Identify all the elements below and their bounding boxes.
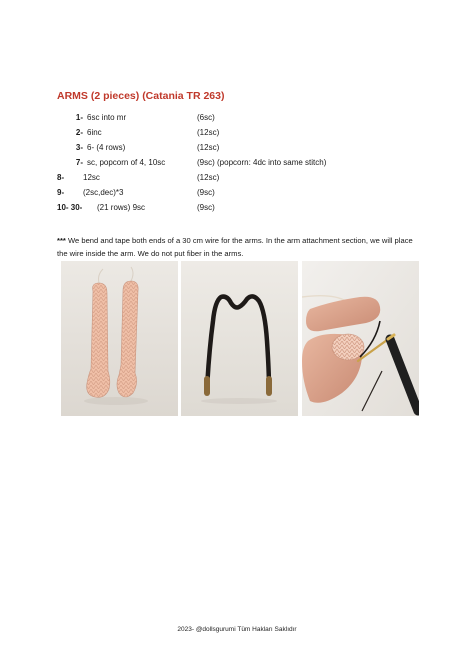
step-count: (12sc): [197, 128, 220, 137]
note-stars: ***: [57, 236, 66, 245]
step-instruction: 12sc: [83, 173, 100, 182]
wire-note: [57, 234, 417, 260]
step-instruction: 6- (4 rows): [87, 143, 126, 152]
step-number: 10- 30-: [57, 203, 83, 212]
step-row: [57, 170, 417, 185]
step-row: [57, 200, 417, 215]
photo-bent-wire: [181, 261, 298, 416]
step-count: (9sc): [197, 203, 215, 212]
photo-strip: [61, 261, 419, 416]
step-row: [57, 155, 417, 170]
step-number: 1-: [75, 113, 83, 122]
step-number: 2-: [75, 128, 83, 137]
note-text: We bend and tape both ends of a 30 cm wire for the arms. In the arm attachment section, we will place the wire inside the arm. We do not put fiber in the arms.: [57, 236, 413, 258]
step-instruction: 6sc into mr: [87, 113, 127, 122]
photo-crocheted-arms: [61, 261, 178, 416]
step-number: 8-: [57, 173, 65, 182]
step-instruction: (2sc,dec)*3: [83, 188, 124, 197]
step-count: (12sc): [197, 143, 220, 152]
step-row: [57, 110, 417, 125]
step-count: (12sc): [197, 173, 220, 182]
step-number: 3-: [75, 143, 83, 152]
step-instruction: 6inc: [87, 128, 102, 137]
step-number: 7-: [75, 158, 83, 167]
step-instruction: (21 rows) 9sc: [97, 203, 146, 212]
step-row: [57, 125, 417, 140]
step-count: (6sc): [197, 113, 215, 122]
pattern-steps: [57, 110, 417, 215]
step-row: [57, 185, 417, 200]
step-count: (9sc): [197, 188, 215, 197]
step-row: [57, 140, 417, 155]
step-number: 9-: [57, 188, 65, 197]
page-footer: 2023- @dollsgurumi Tüm Hakları Saklıdır: [177, 626, 297, 633]
photo-hand-crochet-hook: [302, 261, 419, 416]
section-heading: ARMS (2 pieces) (Catania TR 263): [57, 90, 225, 102]
step-instruction: sc, popcorn of 4, 10sc: [87, 158, 166, 167]
step-count: (9sc) (popcorn: 4dc into same stitch): [197, 158, 327, 167]
